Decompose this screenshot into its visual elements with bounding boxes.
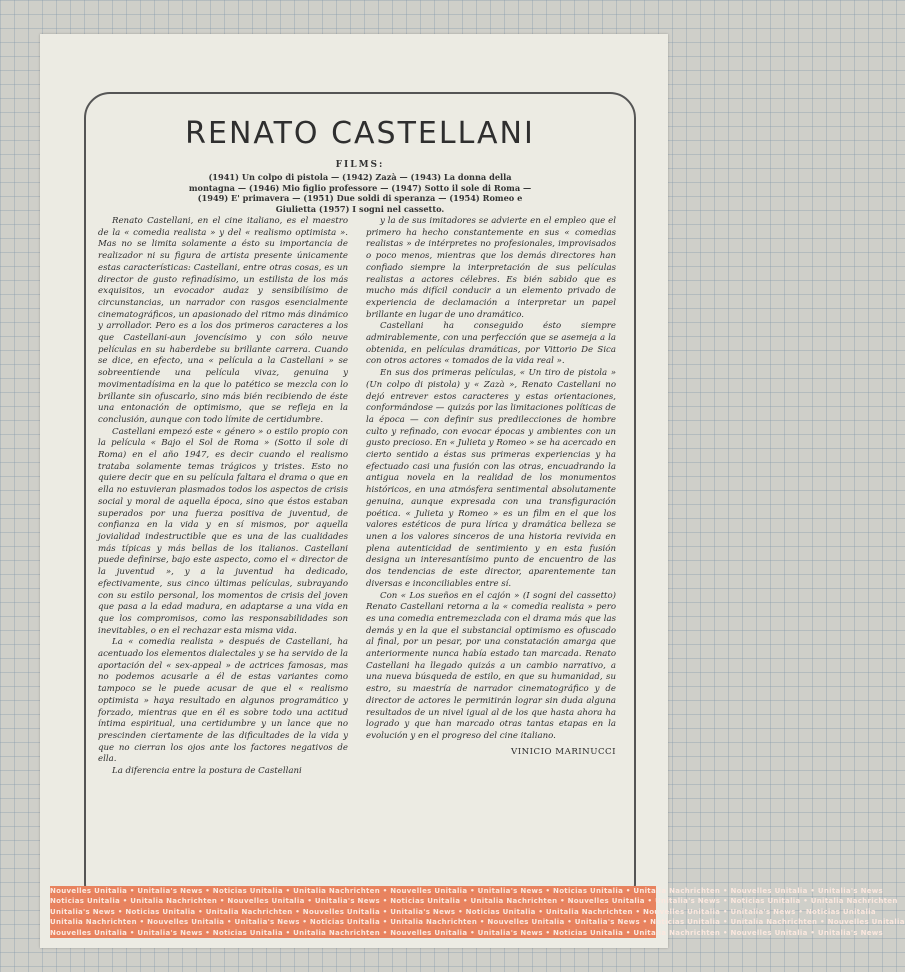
paragraph: La « comedia realista » después de Castellani, ha acentuado los elementos dialectales y se ha servido de la aportación del « sex-appeal » de actrices famosas, mas no podemos acusarle a él de estas variantes como tampoco se le puede acusar de que el « realismo optimista » haya resultado en algunos programático y forzado, mientras que en él es sobre todo una actitud íntima espiritual, una certidumbre y un lance que no prescinden ciertamente de las dificultades de la vida y que no cierran los ojos ante los factores negativos de ella. [98,637,348,765]
unitalia-news-strip [50,886,905,938]
paragraph: En sus dos primeras películas, « Un tiro de pistola » (Un colpo di pistola) y « Zazà », Renato Castellani no dejó entrever estos caracteres y estas orientaciones, conformándose — quizás por las limitaciones políticas de la época — con definir sus predilecciones de hombre culto y refinado, con evocar épocas y ambientes con un gusto precioso. En « Julieta y Romeo » se ha acercado en cierto sentido a éstas sus primeras experiencias y ha efectuado casi una fusión con las otras, encuadrando la antigua novela en la realidad de los monumentos históricos, en una atmósfera sentimental absolutamente genuina, aunque expresada con una transfiguración poética. « Julieta y Romeo » es un film en el que los valores estéticos de pura lírica y dramática belleza se unen a los valores sinceros de una historia revivida en plena autenticidad de sentimiento y en esta fusión designa un interesantísimo punto de encuentro de las dos tendencias de este director, aparentemente tan diversas e inconciliables entre sí. [366,368,616,589]
author-signature: VINICIO MARINUCCI [511,746,616,757]
left-column [98,216,348,778]
paragraph: Con « Los sueños en el cajón » (I sogni del cassetto) Renato Castellani retorna a la « comedia realista » pero es una comedia entremezclada con el drama más que las demás y en la que el substancial optimismo es ofuscado al final, por un pesar, por una constatación amarga que anteriormente nunca había estado tan marcada. Renato Castellani ha llegado quizás a un cambio narrativo, a una nueva búsqueda de estilo, en que su humanidad, su estro, su maestría de narrador cinematográfico y de director de actores le permitirán lograr sin duda alguna resultados de un nivel igual al de los que hasta ahora ha logrado y que han marcado otras tantas etapas en la evolución y en el progreso del cine italiano. [366,590,616,741]
strip-line: Nouvelles Unitalia • Unitalia's News • Noticias Unitalia • Unitalia Nachrichten • Nouvelles Unitalia • Unitalia's News • Noticias Unitalia • Unitalia Nachrichten • Nouvelles Unitalia • Unitalia's News [50,928,884,937]
page-title: RENATO CASTELLANI [185,116,535,151]
films-heading: FILMS: [335,160,385,170]
strip-line: Unitalia's News • Noticias Unitalia • Unitalia Nachrichten • Nouvelles Unitalia • Unitalia's News • Noticias Unitalia • Unitalia Nachrichten • Nouvelles Unitalia • Unitalia's News • Noticias Unitalia [50,907,876,916]
paragraph: y la de sus imitadores se advierte en el empleo que el primero ha hecho constantemente en sus « comedias realistas » de intérpretes no profesionales, improvisados o poco menos, mientras que los demás directores han confiado siempre la interpretación de sus películas realistas a actores célebres. Es bién sabido que es mucho más difícil conducir a un elemento privado de experiencia de declamación a interpretar un papel brillante en lugar de uno dramático. [366,216,616,320]
paragraph: La diferencia entre la postura de Castellani [112,766,302,777]
strip-line: Unitalia Nachrichten • Nouvelles Unitalia • Unitalia's News • Noticias Unitalia • Unitalia Nachrichten • Nouvelles Unitalia • Unitalia's News • Noticias Unitalia • Unitalia Nachrichten • Nouvelles Unitalia [50,918,905,927]
article-frame [84,92,636,910]
right-column [366,216,616,758]
filmography-list: (1941) Un colpo di pistola — (1942) Zazà — (1943) La donna della montagna — (1946) Mio figlio professore — (1947) Sotto il sole di Roma — (1949) E' primavera — (1951) Due soldi di speranza — (1954) Romeo e Giulietta (1957) I sogni nel cassetto. [188,172,532,214]
strip-line: Noticias Unitalia • Unitalia Nachrichten • Nouvelles Unitalia • Unitalia's News • Noticias Unitalia • Unitalia Nachrichten • Nouvelles Unitalia • Unitalia's News • Noticias Unitalia • Unitalia Nachrichten [50,897,898,906]
paragraph: Castellani empezó este « género » o estilo propio con la película « Bajo el Sol de Roma » (Sotto il sole di Roma) en el año 1947, es decir cuando el realismo trataba solamente temas trágicos y tristes. Esto no quiere decir que en su película faltara el drama o que en ella no estuvieran plasmados todos los aspectos de crisis social y moral de aquella época, sino que éstos estaban superados por una fuerza positiva de juventud, de confianza en la vida y en sí mismos, por aquella jovialidad indestructible que es una de las cualidades más típicas y más bellas de los italianos. Castellani puede definirse, bajo este aspecto, como el « director de la juventud », y a la juventud ha dedicado, efectivamente, sus cinco últimas películas, subrayando con su estilo personal, los momentos de crisis del joven que pasa a la edad madura, en adaptarse a una vida en que los compromisos, como las responsabilidades son inevitables, o en el rechazar esta misma vida. [98,426,348,636]
paragraph: Renato Castellani, en el cine italiano, es el maestro de la « comedia realista » y del « realismo optimista ». Mas no se limita solamente a ésto su importancia de realizador ni su figura de artista presente únicamente estas características: Castellani, entre otras cosas, es un director de gusto refinadísimo, un estilista de los más exquisitos, un evocador audaz y sensibilísimo de circunstancias, un narrador con rasgos esencialmente cinematográficos, un apasionado del ritmo más dinámico y arrollador. Pero es a los dos primeros caracteres a los que Castellani-aun jovencísimo y con sólo neuve películas en su haberdebe su brillante carrera. Cuando se dice, en efecto, una « película a la Castellani » se sobreentiende una película vivaz, genuina y movimentadísima en la que lo patético se mezcla con lo brillante sin ofuscarlo, sino más bién recibiendo de éste una entonación de optimismo, que se refleja en la conclusión, aunque con todo límite de certidumbre. [98,216,348,425]
paper-sheet [40,34,905,948]
paragraph: Castellani ha conseguido ésto siempre admirablemente, con una perfección que se asemeja a la obtenida, en películas dramáticas, por Vittorio De Sica con otros actores « tomados de la vida real ». [366,321,616,367]
strip-line: Nouvelles Unitalia • Unitalia's News • Noticias Unitalia • Unitalia Nachrichten • Nouvelles Unitalia • Unitalia's News • Noticias Unitalia • Unitalia Nachrichten • Nouvelles Unitalia • Unitalia's News [50,887,884,895]
